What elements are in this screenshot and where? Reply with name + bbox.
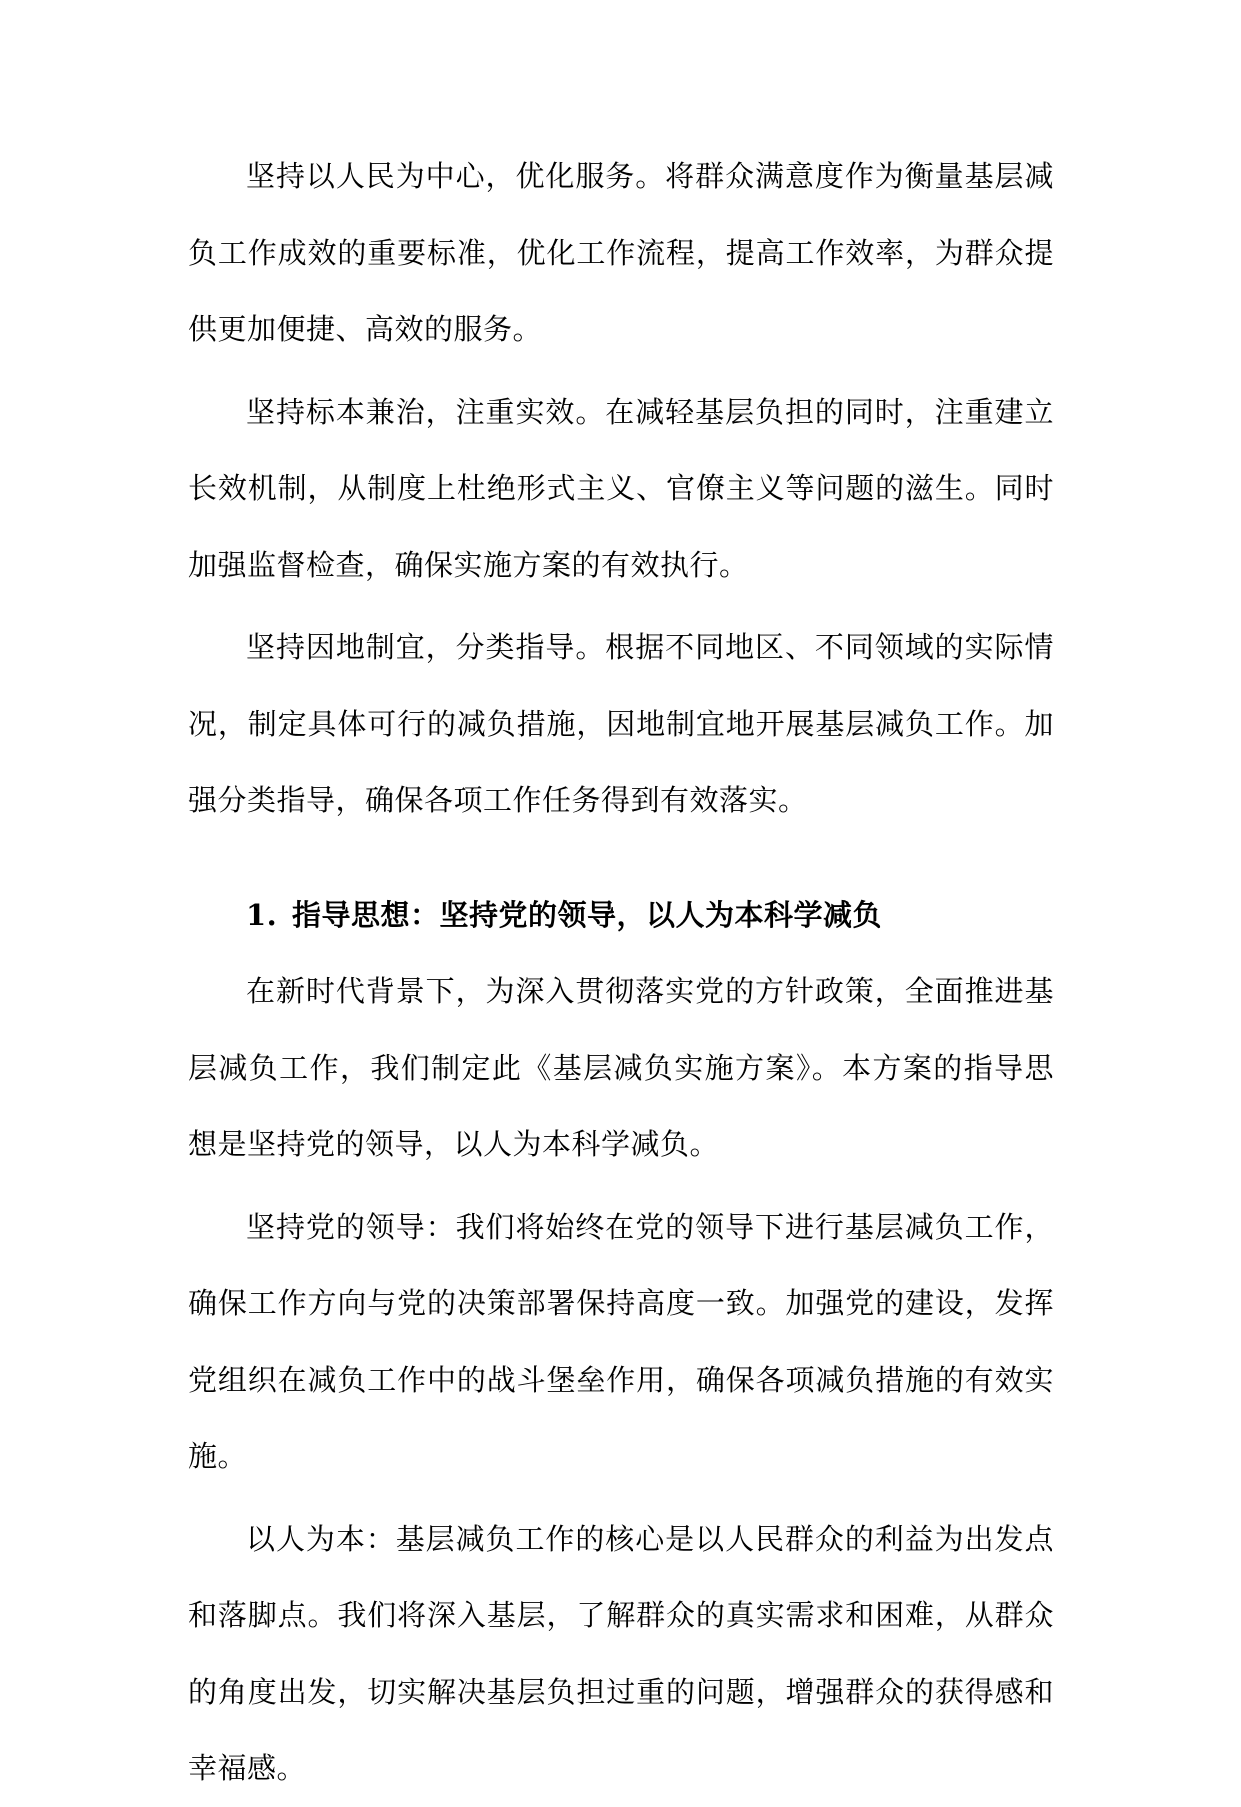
paragraph-people-oriented: 以人为本：基层减负工作的核心是以人民群众的利益为出发点和落脚点。我们将深入基层，了解群众的真实需求和困难，从群众的角度出发，切实解决基层负担过重的问题，增强群众的获得感和幸福感。 xyxy=(188,1521,1054,1785)
paragraph-people-centered: 坚持以人民为中心，优化服务。将群众满意度作为衡量基层减负工作成效的重要标准，优化工作流程，提高工作效率，为群众提供更加便捷、高效的服务。 xyxy=(188,159,1054,346)
paragraph-guiding-ideology: 在新时代背景下，为深入贯彻落实党的方针政策，全面推进基层减负工作，我们制定此《基层减负实施方案》。本方案的指导思想是坚持党的领导，以人为本科学减负。 xyxy=(188,974,1054,1161)
section-heading xyxy=(188,877,1054,954)
paragraph-party-leadership: 坚持党的领导：我们将始终在党的领导下进行基层减负工作，确保工作方向与党的决策部署保持高度一致。加强党的建设，发挥党组织在减负工作中的战斗堡垒作用，确保各项减负措施的有效实施。 xyxy=(188,1209,1054,1473)
section-number: 1. xyxy=(246,897,278,932)
paragraph-local-conditions: 坚持因地制宜，分类指导。根据不同地区、不同领域的实际情况，制定具体可行的减负措施，因地制宜地开展基层减负工作。加强分类指导，确保各项工作任务得到有效落实。 xyxy=(188,630,1054,817)
section-title: 指导思想：坚持党的领导，以人为本科学减负 xyxy=(292,897,883,932)
paragraph-root-and-symptoms: 坚持标本兼治，注重实效。在减轻基层负担的同时，注重建立长效机制，从制度上杜绝形式主义、官僚主义等问题的滋生。同时加强监督检查，确保实施方案的有效执行。 xyxy=(188,394,1054,582)
document-page xyxy=(188,138,1054,1807)
